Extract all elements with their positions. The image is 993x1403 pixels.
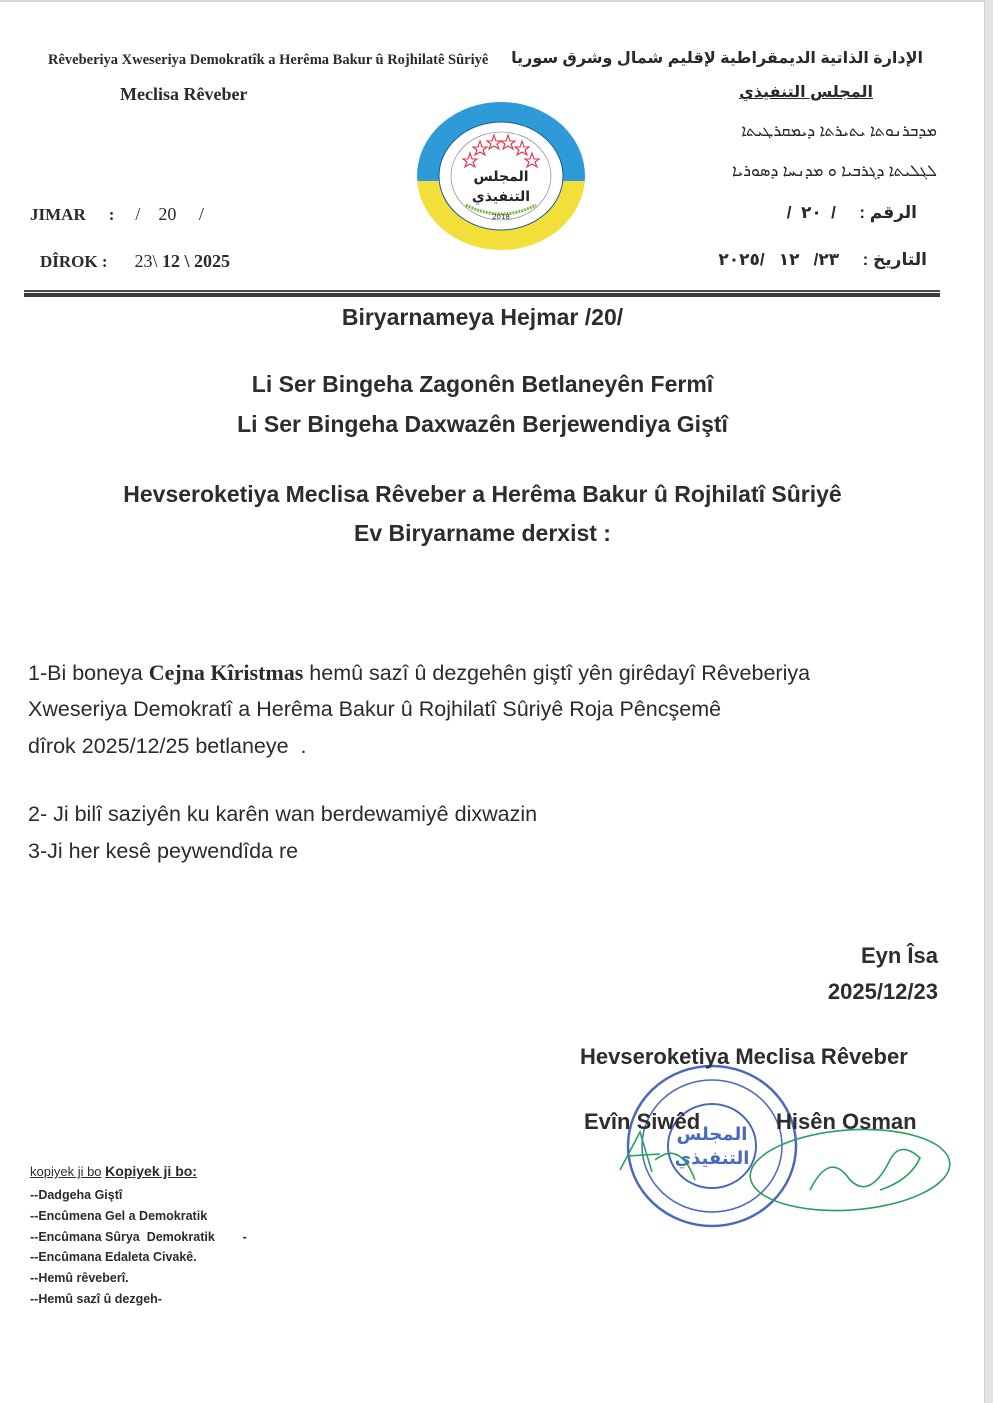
date-label-arabic: التاريخ : xyxy=(862,250,927,269)
svg-text:التنفيذي: التنفيذي xyxy=(674,1148,750,1169)
signatory-name-1: Evîn Siwêd xyxy=(584,1109,701,1134)
number-value: / 20 / xyxy=(135,204,204,224)
page-top-border xyxy=(0,0,993,2)
logo-year: 2018 xyxy=(492,213,510,221)
decision-authority: Hevseroketiya Meclisa Rêveber a Herêma Bakur û Rojhilatî Sûriyê xyxy=(123,481,842,507)
copies-heading-bold: Kopiyek ji bo: xyxy=(105,1163,197,1179)
header-organization-kurdish: Rêveberiya Xweseriya Demokratîk a Herêma Bakur û Rojhilatê Sûriyê xyxy=(48,52,489,68)
recipient-item: --Hemû sazî û dezgeh- xyxy=(30,1291,162,1306)
issue-date: 2025/12/23 xyxy=(827,979,938,1004)
reference-number-arabic xyxy=(787,203,917,223)
official-stamp-icon xyxy=(600,1040,960,1260)
decision-item-1-line-3: dîrok 2025/12/25 betlaneye . xyxy=(28,734,307,758)
number-value-arabic: / ٢٠ / xyxy=(786,203,836,222)
date-year: \ 2025 xyxy=(184,251,231,271)
reference-date-arabic xyxy=(718,250,927,270)
decision-decrees: Ev Biryarname derxist : xyxy=(354,520,611,546)
decision-basis-1: Li Ser Bingeha Zagonên Betlaneyên Fermî xyxy=(251,371,714,397)
decision-title: Biryarnameya Hejmar /20/ xyxy=(341,304,624,330)
logo-text-executive: التنفيذي xyxy=(471,189,531,205)
header-council-arabic: المجلس التنفيذي xyxy=(739,84,873,101)
decision-item-3: 3-Ji her kesê peywendîda re xyxy=(28,839,299,863)
copies-recipient-list xyxy=(30,1185,247,1310)
decision-item-2: 2- Ji bilî saziyên ku karên wan berdewamiyê dixwazin xyxy=(28,802,538,826)
signatory-title: Hevseroketiya Meclisa Rêveber xyxy=(580,1044,908,1069)
page-right-border xyxy=(984,0,993,1403)
council-logo-icon xyxy=(416,101,586,251)
copies-heading xyxy=(30,1163,197,1179)
decision-item-1 xyxy=(28,660,810,686)
item1-holiday-name: Cejna Kîristmas xyxy=(148,660,304,685)
header-organization-syriac: ܡܕܒܪܢܘܬܐ ܝܬܝܪܬܐ ܕܝܡܩܪܛܝܬܐ xyxy=(741,123,937,140)
header-council-kurdish: Meclisa Rêveber xyxy=(120,84,248,104)
svg-text:المجلس: المجلس xyxy=(676,1124,748,1145)
header-divider xyxy=(24,290,940,297)
date-value-arabic: ٢٣/ ١٢ /٢٠٢٥ xyxy=(718,250,840,269)
copies-heading-plain: kopiyek ji bo xyxy=(30,1164,102,1179)
header-region-syriac: ܠܓܠܝܬܐ ܕܓܪܒܝܐ ܘ ܡܕܢܚܐ ܕܣܘܪܝܐ xyxy=(732,163,937,180)
number-label: JIMAR xyxy=(30,205,86,224)
signatory-name-2: Hisên Osman xyxy=(776,1109,917,1134)
reference-number-kurdish xyxy=(30,204,204,225)
reference-date-kurdish xyxy=(40,251,230,272)
date-label: DÎROK : xyxy=(40,252,108,271)
number-label-arabic: الرقم : xyxy=(859,203,917,222)
recipient-item: --Encûmena Gel a Demokratik xyxy=(30,1208,208,1223)
date-day: 23\ xyxy=(134,251,158,271)
decision-basis-2: Li Ser Bingeha Daxwazên Berjewendiya Giştî xyxy=(237,411,728,437)
recipient-item: --Encûmana Sûrya Demokratik - xyxy=(30,1229,247,1244)
decision-item-1-line-2: Xweseriya Demokratî a Herêma Bakur û Rojhilatî Sûriyê Roja Pêncşemê xyxy=(28,697,722,721)
date-month: 12 xyxy=(162,251,181,271)
item1-rest: hemû sazî û dezgehên giştî yên girêdayî Rêveberiya xyxy=(303,661,811,685)
logo-text-council: المجلس xyxy=(473,169,529,185)
issue-place: Eyn Îsa xyxy=(860,943,938,968)
recipient-item: --Encûmana Edaleta Civakê. xyxy=(30,1250,197,1265)
item1-prefix: 1-Bi boneya xyxy=(28,661,149,685)
header-organization-arabic: الإدارة الذاتية الديمقراطية لإقليم شمال وشرق سوريا xyxy=(511,50,923,67)
recipient-item: --Dadgeha Giştî xyxy=(30,1188,123,1202)
recipient-item: --Hemû rêveberî. xyxy=(30,1271,129,1286)
number-separator: : xyxy=(108,205,115,224)
